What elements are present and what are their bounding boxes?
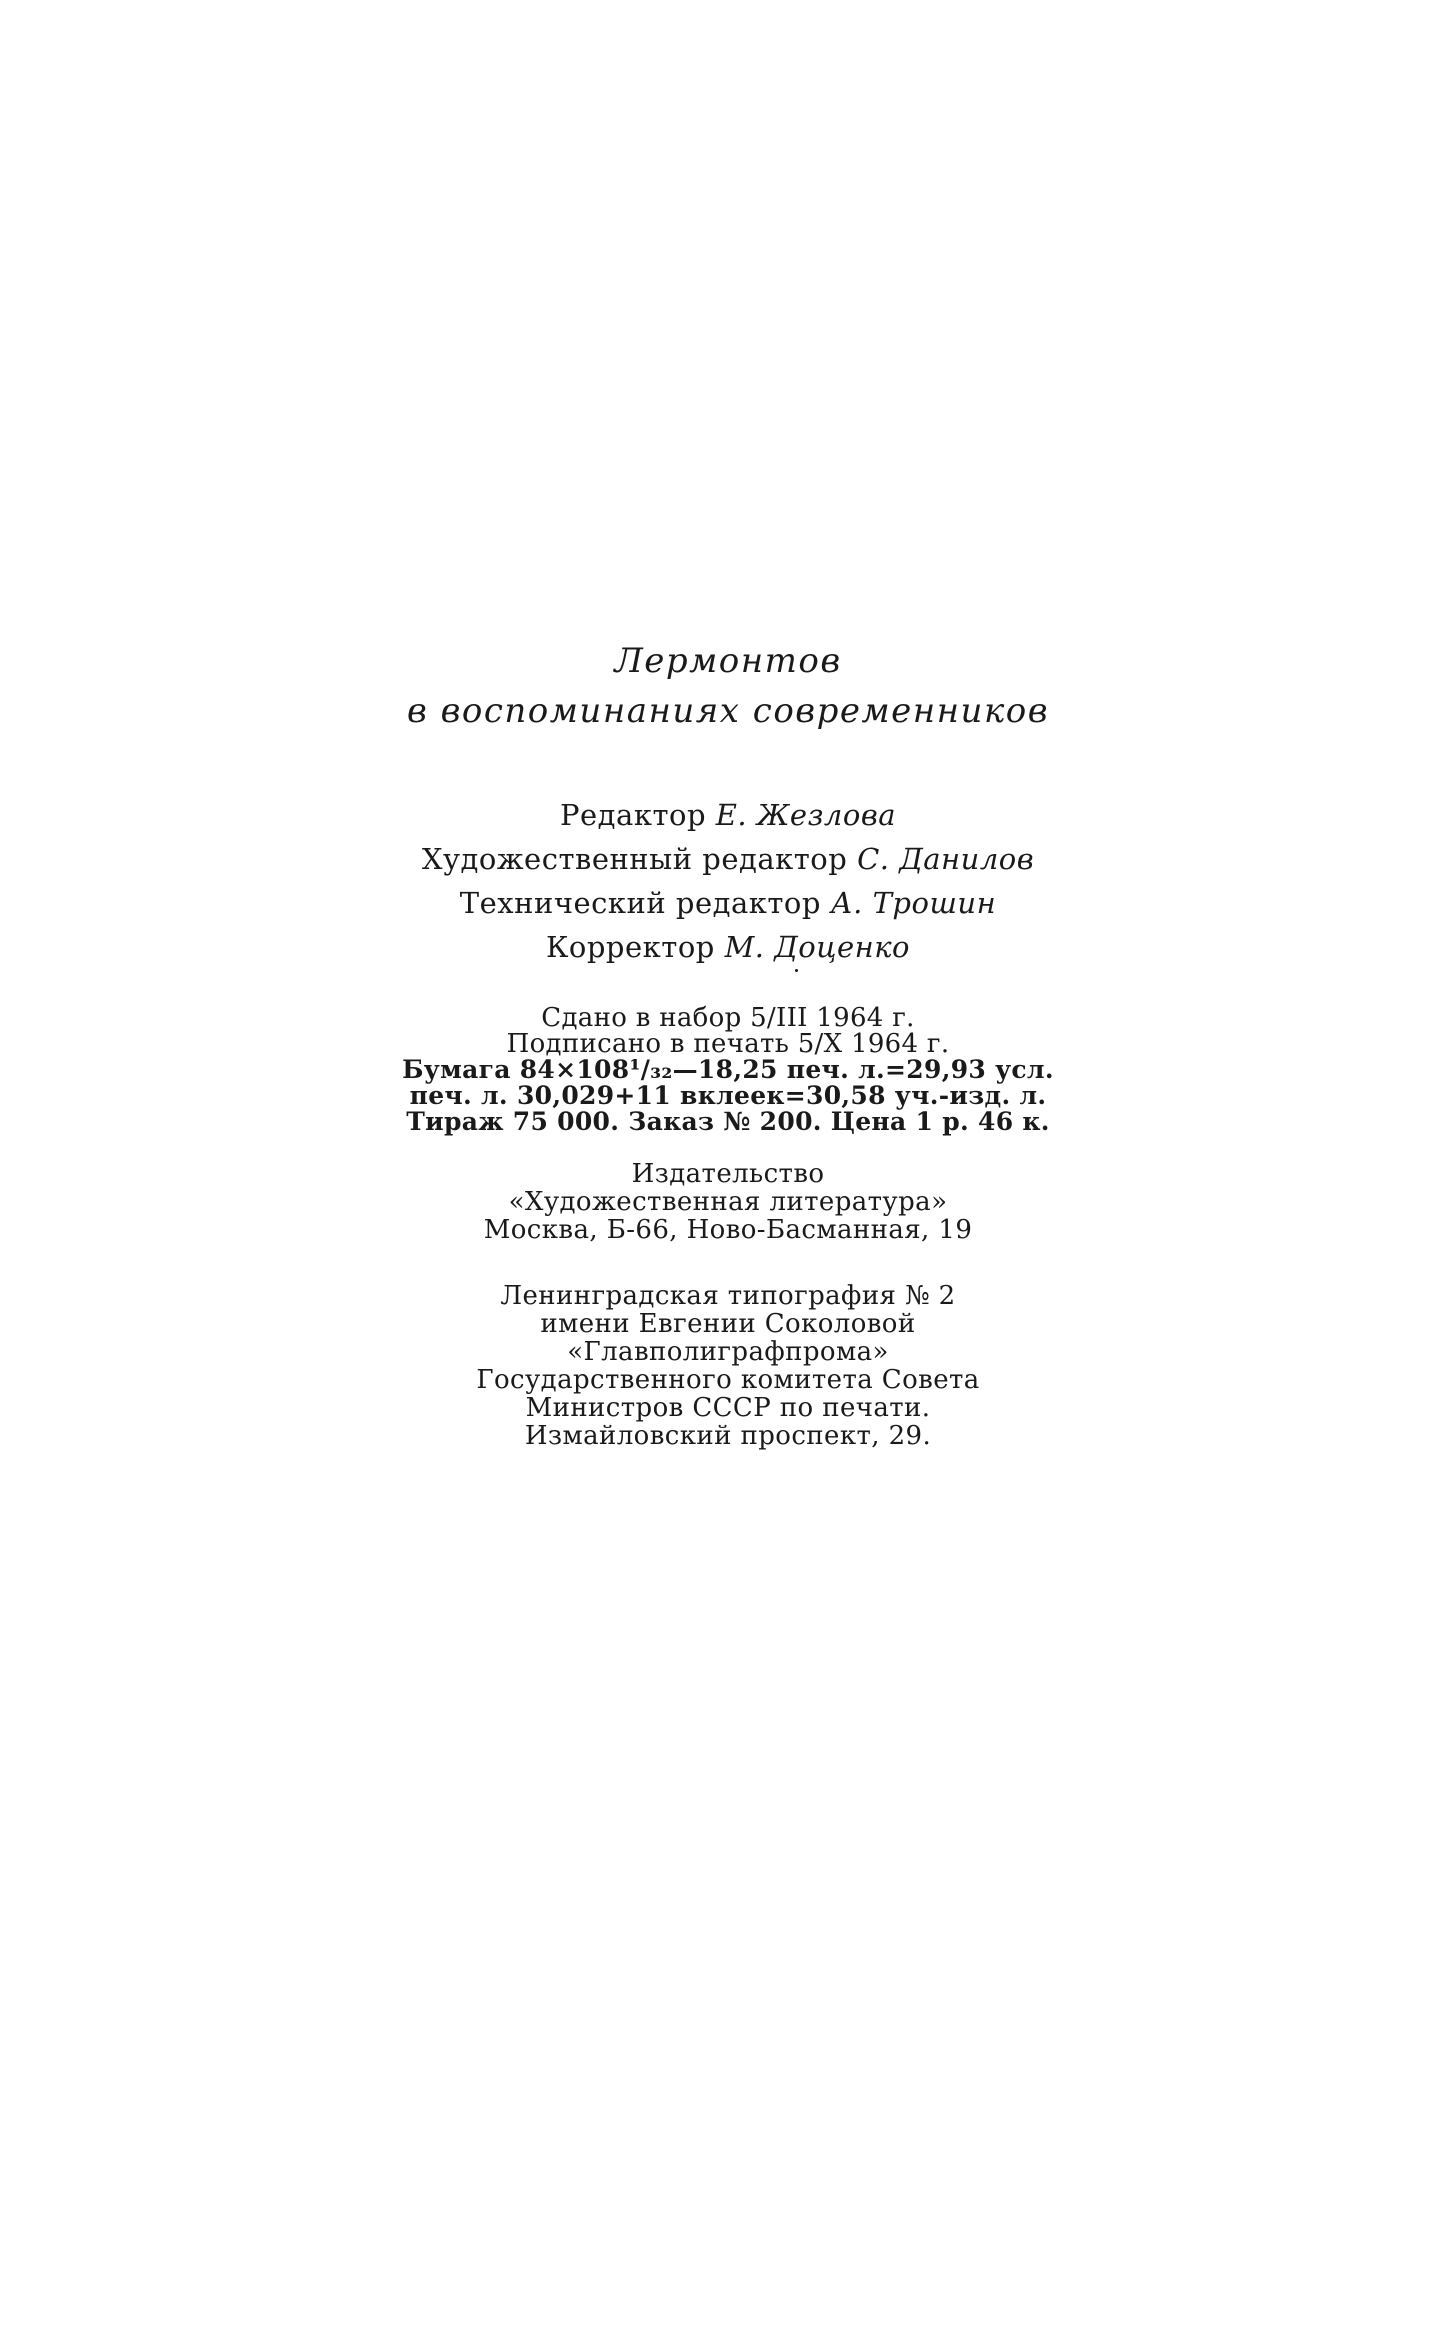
printer-line: Министров СССР по печати. — [525, 1393, 931, 1423]
credit-person: А. Трошин — [830, 886, 997, 920]
publisher-line: Москва, Б-66, Ново-Басманная, 19 — [483, 1215, 973, 1245]
credit-technical-editor — [0, 881, 1456, 925]
credit-person: М. Доценко — [724, 930, 911, 964]
publisher-line: «Художественная литература» — [508, 1187, 948, 1217]
printer-info — [0, 1282, 1456, 1450]
printer-line: имени Евгении Соколовой — [540, 1309, 916, 1339]
book-title-line-2: в воспоминаниях современников — [406, 691, 1050, 731]
credit-role: Редактор — [560, 798, 707, 832]
print-details-line: Подписано в печать 5/X 1964 г. — [506, 1029, 950, 1059]
credit-art-editor — [0, 837, 1456, 881]
credit-editor — [0, 793, 1456, 837]
print-details-line: Сдано в набор 5/III 1964 г. — [541, 1003, 915, 1033]
book-title-line-1: Лермонтов — [614, 641, 842, 681]
print-details-line: Тираж 75 000. Заказ № 200. Цена 1 р. 46 к. — [406, 1107, 1050, 1136]
credit-role: Технический редактор — [459, 886, 821, 920]
print-details-line: Бумага 84×108¹/₃₂—18,25 печ. л.=29,93 усл. — [402, 1055, 1054, 1084]
credit-person: С. Данилов — [857, 842, 1035, 876]
book-title — [0, 636, 1456, 736]
print-details — [0, 1005, 1456, 1135]
printer-line: «Главполиграфпрома» — [567, 1337, 889, 1367]
credits — [0, 793, 1456, 969]
printer-line: Ленинградская типография № 2 — [500, 1281, 956, 1311]
print-details-line: печ. л. 30,029+11 вклеек=30,58 уч.-изд. л. — [409, 1081, 1047, 1110]
credit-person: Е. Жезлова — [715, 798, 896, 832]
credit-role: Корректор — [545, 930, 715, 964]
printer-line: Измайловский проспект, 29. — [524, 1421, 932, 1451]
publisher-line: Издательство — [631, 1159, 825, 1189]
stray-dot — [795, 969, 798, 972]
credit-role: Художественный редактор — [421, 842, 848, 876]
credit-proofreader — [0, 925, 1456, 969]
publisher-info — [0, 1160, 1456, 1244]
printer-line: Государственного комитета Совета — [476, 1365, 980, 1395]
